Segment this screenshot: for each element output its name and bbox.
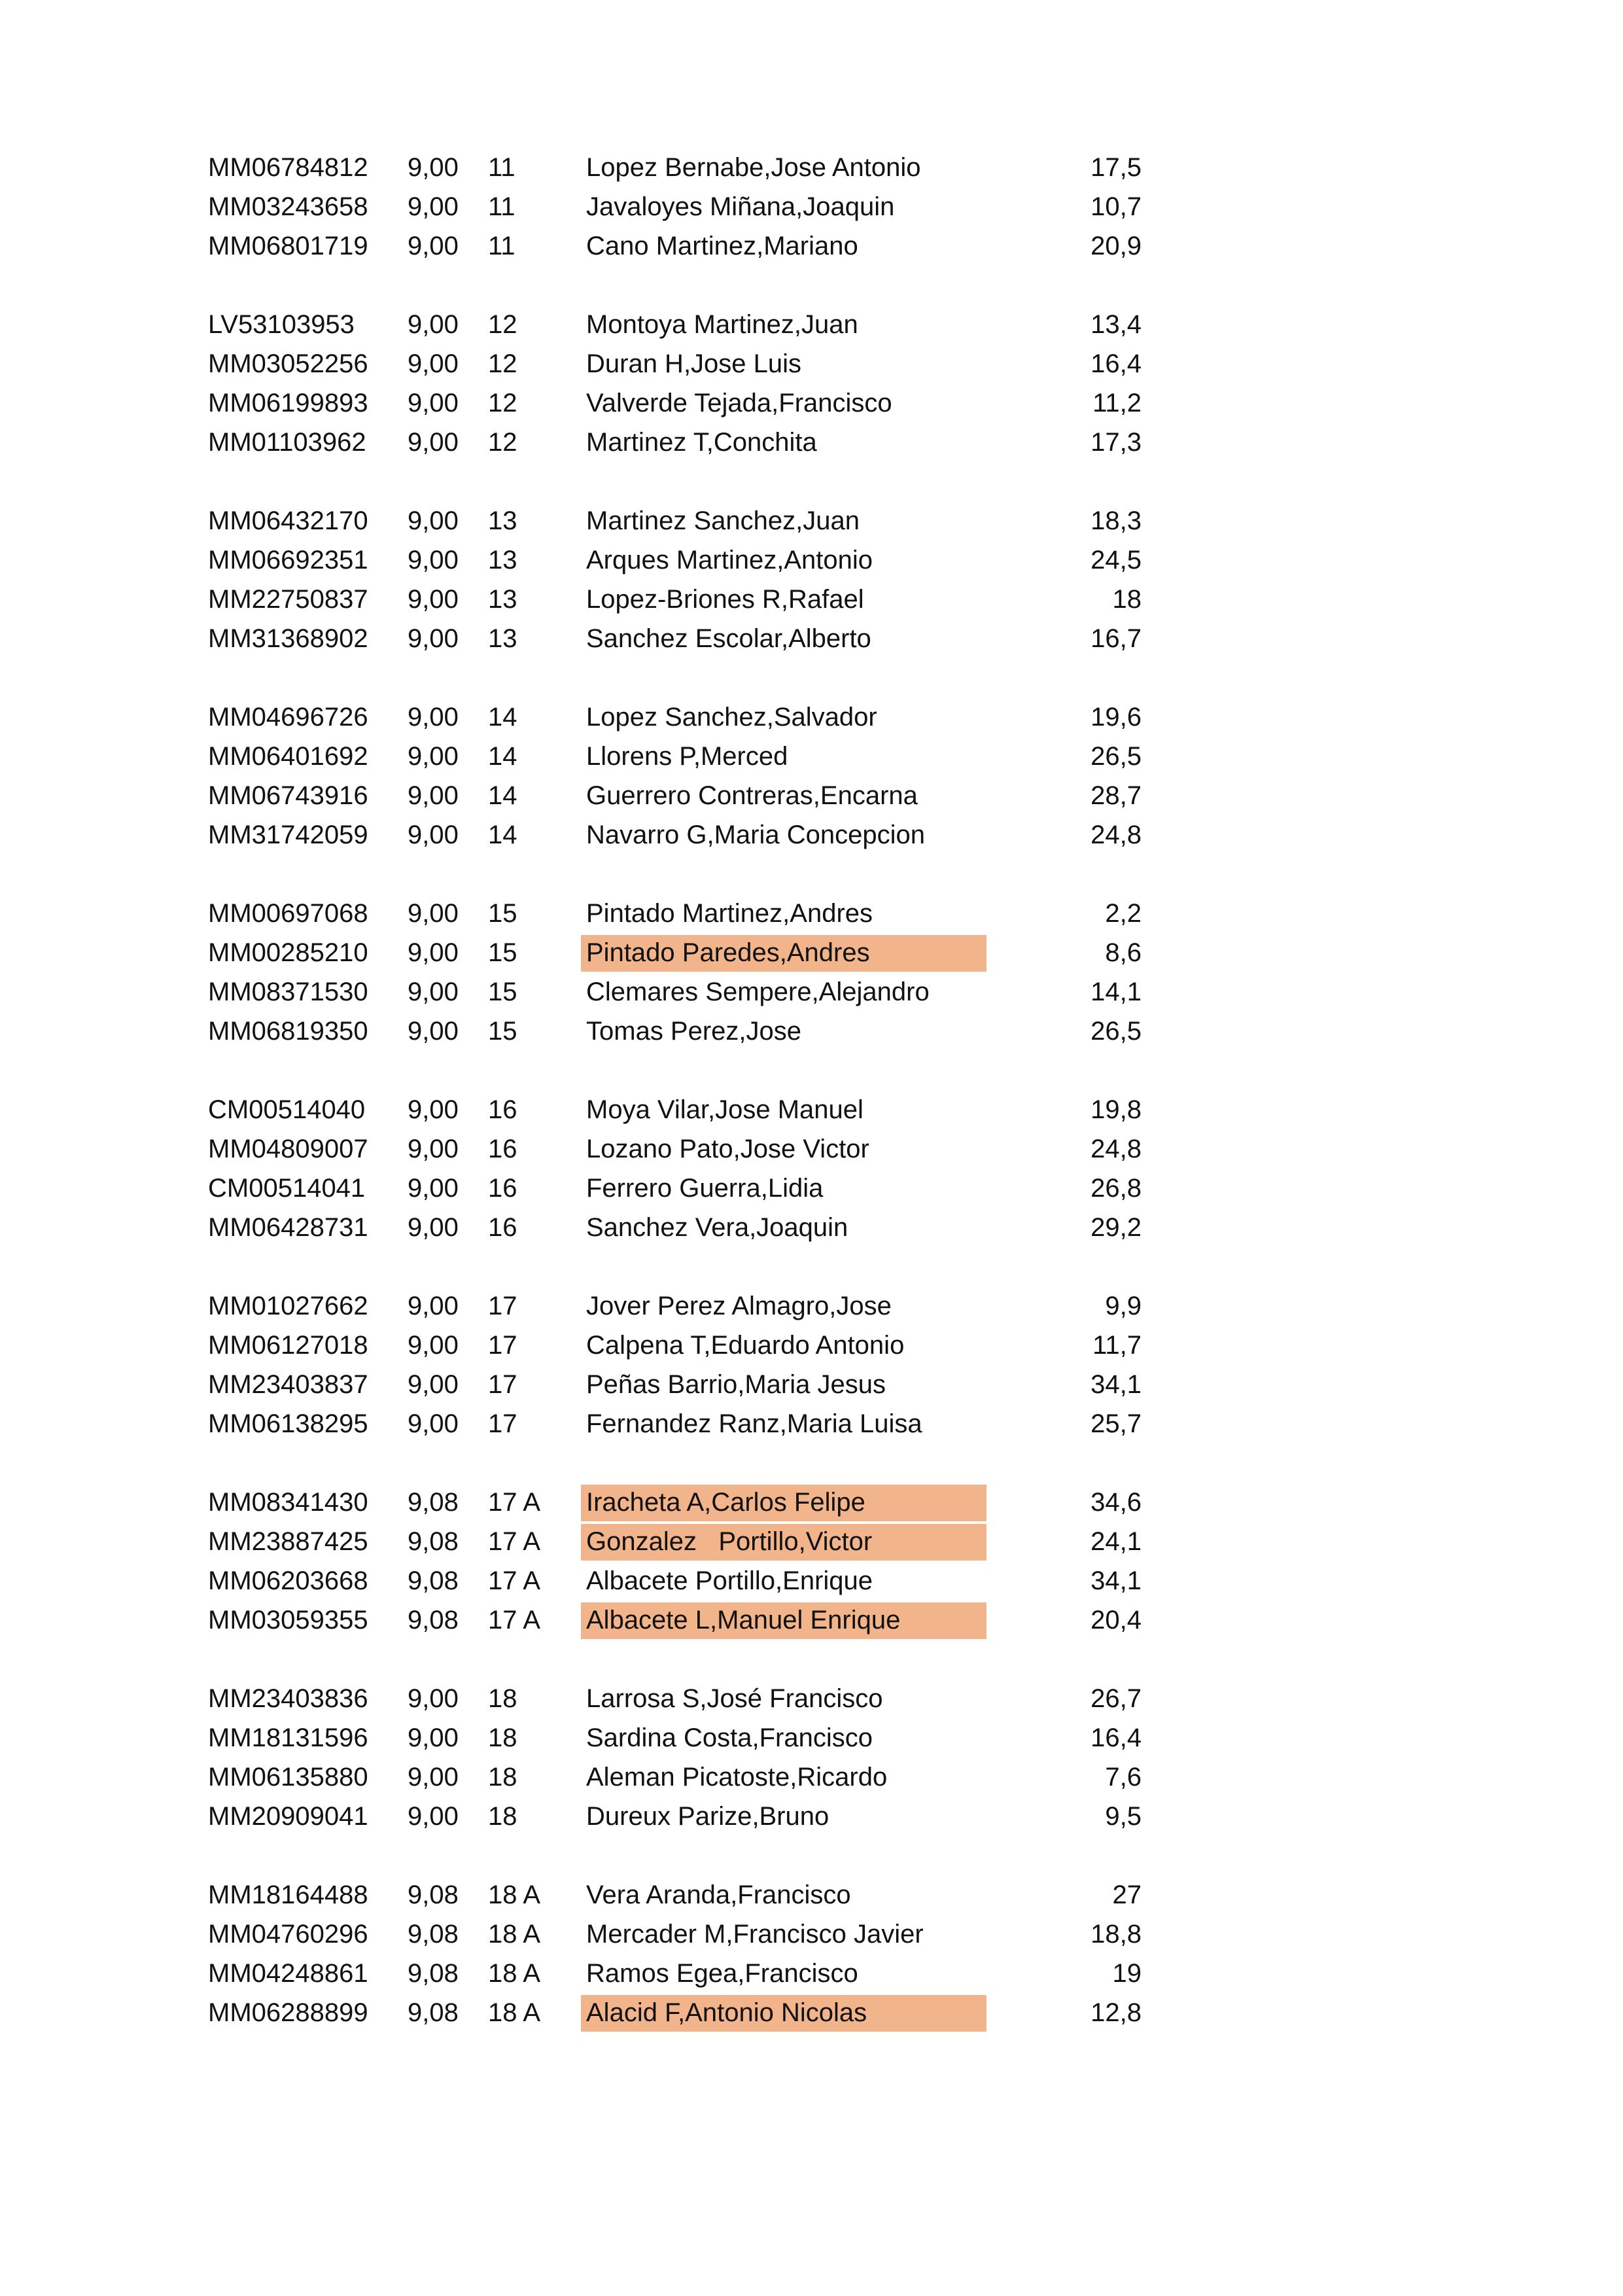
group-number-cell: 13 [488, 546, 517, 574]
person-name-cell: Larrosa S,José Francisco [586, 1684, 883, 1713]
id-code-cell: MM04809007 [208, 1135, 368, 1163]
time-cell: 9,08 [408, 1920, 459, 1949]
time-cell: 9,08 [408, 1488, 459, 1517]
value-cell: 11,7 [1092, 1331, 1142, 1360]
table-row [0, 1286, 1623, 1326]
id-code-cell: MM23887425 [208, 1527, 368, 1556]
group-number-cell: 15 [488, 1017, 517, 1046]
person-name-cell: Albacete Portillo,Enrique [586, 1566, 873, 1595]
group-number-cell: 14 [488, 781, 517, 810]
group-number-cell: 12 [488, 349, 517, 378]
group-number-cell: 17 A [488, 1527, 541, 1556]
value-cell: 18,3 [1091, 506, 1142, 535]
value-cell: 19 [1112, 1959, 1142, 1988]
value-cell: 16,7 [1091, 624, 1142, 653]
person-name-cell: Dureux Parize,Bruno [586, 1802, 829, 1831]
time-cell: 9,00 [408, 310, 459, 339]
time-cell: 9,00 [408, 1723, 459, 1752]
time-cell: 9,08 [408, 1881, 459, 1909]
person-name-cell: Jover Perez Almagro,Jose [586, 1292, 892, 1320]
value-cell: 26,5 [1091, 1017, 1142, 1046]
id-code-cell: MM06784812 [208, 153, 368, 182]
group-number-cell: 15 [488, 899, 517, 928]
person-name-cell: Lozano Pato,Jose Victor [586, 1135, 869, 1163]
person-name-cell: Navarro G,Maria Concepcion [586, 821, 925, 849]
id-code-cell: MM22750837 [208, 585, 368, 614]
row-group [0, 1483, 1623, 1640]
value-cell: 8,6 [1105, 938, 1142, 967]
group-number-cell: 11 [488, 232, 515, 260]
table-row [0, 1365, 1623, 1404]
person-name-cell: Clemares Sempere,Alejandro [586, 978, 930, 1006]
value-cell: 24,8 [1091, 1135, 1142, 1163]
value-cell: 9,5 [1105, 1802, 1142, 1831]
value-cell: 18 [1112, 585, 1142, 614]
time-cell: 9,00 [408, 703, 459, 732]
table-row [0, 383, 1623, 423]
person-name-cell: Ferrero Guerra,Lidia [586, 1174, 824, 1203]
row-group [0, 894, 1623, 1051]
value-cell: 10,7 [1091, 192, 1142, 221]
group-number-cell: 18 [488, 1763, 517, 1792]
table-row [0, 1522, 1623, 1561]
id-code-cell: MM03059355 [208, 1606, 368, 1634]
value-cell: 34,1 [1091, 1566, 1142, 1595]
group-number-cell: 13 [488, 506, 517, 535]
table-row [0, 344, 1623, 383]
table-row [0, 1718, 1623, 1757]
row-group [0, 305, 1623, 462]
person-name-cell: Duran H,Jose Luis [586, 349, 802, 378]
table-row [0, 580, 1623, 619]
group-number-cell: 15 [488, 938, 517, 967]
value-cell: 24,5 [1091, 546, 1142, 574]
value-cell: 20,4 [1091, 1606, 1142, 1634]
table-row [0, 619, 1623, 658]
table-row [0, 1915, 1623, 1954]
time-cell: 9,00 [408, 1174, 459, 1203]
time-cell: 9,00 [408, 546, 459, 574]
value-cell: 24,1 [1091, 1527, 1142, 1556]
time-cell: 9,00 [408, 153, 459, 182]
value-cell: 24,8 [1091, 821, 1142, 849]
table-row [0, 698, 1623, 737]
value-cell: 19,8 [1091, 1095, 1142, 1124]
person-name-cell: Arques Martinez,Antonio [586, 546, 873, 574]
time-cell: 9,00 [408, 1763, 459, 1792]
id-code-cell: MM31742059 [208, 821, 368, 849]
time-cell: 9,08 [408, 1527, 459, 1556]
id-code-cell: MM06819350 [208, 1017, 368, 1046]
table-row [0, 1679, 1623, 1718]
id-code-cell: MM06127018 [208, 1331, 368, 1360]
table-row [0, 1875, 1623, 1915]
value-cell: 18,8 [1091, 1920, 1142, 1949]
person-name-cell: Gonzalez Portillo,Victor [581, 1524, 986, 1561]
group-number-cell: 15 [488, 978, 517, 1006]
group-number-cell: 17 A [488, 1566, 541, 1595]
time-cell: 9,00 [408, 506, 459, 535]
id-code-cell: MM06199893 [208, 389, 368, 417]
id-code-cell: MM06288899 [208, 1998, 368, 2027]
person-name-cell: Cano Martinez,Mariano [586, 232, 858, 260]
time-cell: 9,00 [408, 1684, 459, 1713]
person-name-cell: Pintado Martinez,Andres [586, 899, 873, 928]
id-code-cell: MM08371530 [208, 978, 368, 1006]
id-code-cell: MM06203668 [208, 1566, 368, 1595]
value-cell: 16,4 [1091, 1723, 1142, 1752]
id-code-cell: MM23403836 [208, 1684, 368, 1713]
person-name-cell: Peñas Barrio,Maria Jesus [586, 1370, 886, 1399]
row-group [0, 1090, 1623, 1247]
group-number-cell: 13 [488, 624, 517, 653]
person-name-cell: Ramos Egea,Francisco [586, 1959, 858, 1988]
group-number-cell: 11 [488, 153, 515, 182]
time-cell: 9,00 [408, 585, 459, 614]
person-name-cell: Sardina Costa,Francisco [586, 1723, 873, 1752]
time-cell: 9,00 [408, 1370, 459, 1399]
value-cell: 29,2 [1091, 1213, 1142, 1242]
row-group [0, 1286, 1623, 1443]
time-cell: 9,00 [408, 192, 459, 221]
group-number-cell: 18 A [488, 1920, 541, 1949]
table-row [0, 1169, 1623, 1208]
table-row [0, 1012, 1623, 1051]
table-row [0, 226, 1623, 266]
id-code-cell: MM18131596 [208, 1723, 368, 1752]
value-cell: 26,8 [1091, 1174, 1142, 1203]
value-cell: 25,7 [1091, 1409, 1142, 1438]
time-cell: 9,08 [408, 1998, 459, 2027]
group-number-cell: 18 A [488, 1998, 541, 2027]
group-number-cell: 12 [488, 389, 517, 417]
time-cell: 9,00 [408, 742, 459, 771]
time-cell: 9,00 [408, 978, 459, 1006]
table-row [0, 423, 1623, 462]
id-code-cell: MM06432170 [208, 506, 368, 535]
time-cell: 9,00 [408, 1017, 459, 1046]
group-number-cell: 14 [488, 703, 517, 732]
person-name-cell: Lopez-Briones R,Rafael [586, 585, 864, 614]
table-row [0, 1208, 1623, 1247]
person-name-cell: Lopez Bernabe,Jose Antonio [586, 153, 921, 182]
table-row [0, 1404, 1623, 1443]
table-row [0, 933, 1623, 972]
time-cell: 9,00 [408, 232, 459, 260]
time-cell: 9,00 [408, 1135, 459, 1163]
value-cell: 12,8 [1091, 1998, 1142, 2027]
id-code-cell: LV53103953 [208, 310, 355, 339]
time-cell: 9,00 [408, 428, 459, 457]
person-name-cell: Iracheta A,Carlos Felipe [581, 1485, 986, 1521]
value-cell: 2,2 [1105, 899, 1142, 928]
value-cell: 11,2 [1092, 389, 1142, 417]
person-name-cell: Sanchez Vera,Joaquin [586, 1213, 848, 1242]
table-row [0, 1954, 1623, 1993]
table-row [0, 501, 1623, 540]
entries-table [0, 148, 1623, 2072]
row-group [0, 1875, 1623, 2032]
value-cell: 20,9 [1091, 232, 1142, 260]
group-number-cell: 18 A [488, 1959, 541, 1988]
id-code-cell: MM08341430 [208, 1488, 368, 1517]
id-code-cell: MM06135880 [208, 1763, 368, 1792]
table-row [0, 1483, 1623, 1522]
id-code-cell: MM31368902 [208, 624, 368, 653]
id-code-cell: CM00514040 [208, 1095, 366, 1124]
value-cell: 27 [1112, 1881, 1142, 1909]
value-cell: 7,6 [1105, 1763, 1142, 1792]
id-code-cell: MM01103962 [208, 428, 366, 457]
table-row [0, 972, 1623, 1012]
group-number-cell: 18 A [488, 1881, 541, 1909]
id-code-cell: MM01027662 [208, 1292, 368, 1320]
group-number-cell: 16 [488, 1135, 517, 1163]
id-code-cell: MM06428731 [208, 1213, 368, 1242]
table-row [0, 815, 1623, 855]
id-code-cell: MM06692351 [208, 546, 368, 574]
value-cell: 34,6 [1091, 1488, 1142, 1517]
person-name-cell: Montoya Martinez,Juan [586, 310, 858, 339]
id-code-cell: MM23403837 [208, 1370, 368, 1399]
group-number-cell: 12 [488, 428, 517, 457]
group-number-cell: 18 [488, 1723, 517, 1752]
value-cell: 19,6 [1091, 703, 1142, 732]
id-code-cell: MM20909041 [208, 1802, 368, 1831]
person-name-cell: Moya Vilar,Jose Manuel [586, 1095, 864, 1124]
id-code-cell: MM00697068 [208, 899, 368, 928]
time-cell: 9,00 [408, 1213, 459, 1242]
person-name-cell: Martinez Sanchez,Juan [586, 506, 860, 535]
person-name-cell: Martinez T,Conchita [586, 428, 817, 457]
group-number-cell: 17 A [488, 1488, 541, 1517]
person-name-cell: Alacid F,Antonio Nicolas [581, 1995, 986, 2032]
value-cell: 13,4 [1091, 310, 1142, 339]
value-cell: 9,9 [1105, 1292, 1142, 1320]
table-row [0, 1561, 1623, 1600]
group-number-cell: 16 [488, 1095, 517, 1124]
value-cell: 17,3 [1091, 428, 1142, 457]
time-cell: 9,08 [408, 1959, 459, 1988]
id-code-cell: MM06801719 [208, 232, 368, 260]
time-cell: 9,08 [408, 1606, 459, 1634]
table-row [0, 894, 1623, 933]
time-cell: 9,00 [408, 938, 459, 967]
table-row [0, 1993, 1623, 2032]
value-cell: 26,5 [1091, 742, 1142, 771]
person-name-cell: Guerrero Contreras,Encarna [586, 781, 918, 810]
id-code-cell: MM03243658 [208, 192, 368, 221]
id-code-cell: MM06743916 [208, 781, 368, 810]
time-cell: 9,00 [408, 349, 459, 378]
group-number-cell: 16 [488, 1213, 517, 1242]
person-name-cell: Mercader M,Francisco Javier [586, 1920, 924, 1949]
table-row [0, 148, 1623, 187]
person-name-cell: Lopez Sanchez,Salvador [586, 703, 877, 732]
person-name-cell: Aleman Picatoste,Ricardo [586, 1763, 888, 1792]
person-name-cell: Sanchez Escolar,Alberto [586, 624, 871, 653]
time-cell: 9,00 [408, 781, 459, 810]
id-code-cell: MM18164488 [208, 1881, 368, 1909]
row-group [0, 698, 1623, 855]
table-row [0, 1090, 1623, 1129]
time-cell: 9,08 [408, 1566, 459, 1595]
person-name-cell: Pintado Paredes,Andres [581, 935, 986, 972]
table-row [0, 1129, 1623, 1169]
value-cell: 16,4 [1091, 349, 1142, 378]
person-name-cell: Valverde Tejada,Francisco [586, 389, 892, 417]
value-cell: 14,1 [1091, 978, 1142, 1006]
time-cell: 9,00 [408, 1409, 459, 1438]
value-cell: 26,7 [1091, 1684, 1142, 1713]
time-cell: 9,00 [408, 1802, 459, 1831]
group-number-cell: 13 [488, 585, 517, 614]
id-code-cell: MM06401692 [208, 742, 368, 771]
time-cell: 9,00 [408, 389, 459, 417]
person-name-cell: Vera Aranda,Francisco [586, 1881, 851, 1909]
group-number-cell: 17 A [488, 1606, 541, 1634]
id-code-cell: MM06138295 [208, 1409, 368, 1438]
table-row [0, 1757, 1623, 1797]
table-row [0, 776, 1623, 815]
person-name-cell: Calpena T,Eduardo Antonio [586, 1331, 905, 1360]
time-cell: 9,00 [408, 1331, 459, 1360]
table-row [0, 1600, 1623, 1640]
id-code-cell: MM04248861 [208, 1959, 368, 1988]
person-name-cell: Llorens P,Merced [586, 742, 788, 771]
table-row [0, 737, 1623, 776]
person-name-cell: Albacete L,Manuel Enrique [581, 1602, 986, 1639]
table-row [0, 187, 1623, 226]
group-number-cell: 14 [488, 742, 517, 771]
id-code-cell: MM04696726 [208, 703, 368, 732]
group-number-cell: 16 [488, 1174, 517, 1203]
row-group [0, 1679, 1623, 1836]
table-row [0, 305, 1623, 344]
time-cell: 9,00 [408, 899, 459, 928]
value-cell: 34,1 [1091, 1370, 1142, 1399]
group-number-cell: 18 [488, 1802, 517, 1831]
group-number-cell: 17 [488, 1292, 517, 1320]
time-cell: 9,00 [408, 624, 459, 653]
table-row [0, 540, 1623, 580]
person-name-cell: Javaloyes Miñana,Joaquin [586, 192, 895, 221]
row-group [0, 148, 1623, 266]
id-code-cell: MM04760296 [208, 1920, 368, 1949]
table-row [0, 1326, 1623, 1365]
value-cell: 28,7 [1091, 781, 1142, 810]
id-code-cell: MM00285210 [208, 938, 368, 967]
group-number-cell: 11 [488, 192, 515, 221]
id-code-cell: MM03052256 [208, 349, 368, 378]
person-name-cell: Tomas Perez,Jose [586, 1017, 802, 1046]
group-number-cell: 12 [488, 310, 517, 339]
table-row [0, 1797, 1623, 1836]
person-name-cell: Fernandez Ranz,Maria Luisa [586, 1409, 922, 1438]
value-cell: 17,5 [1091, 153, 1142, 182]
id-code-cell: CM00514041 [208, 1174, 366, 1203]
row-group [0, 501, 1623, 658]
time-cell: 9,00 [408, 1095, 459, 1124]
time-cell: 9,00 [408, 821, 459, 849]
group-number-cell: 17 [488, 1370, 517, 1399]
group-number-cell: 18 [488, 1684, 517, 1713]
group-number-cell: 17 [488, 1409, 517, 1438]
time-cell: 9,00 [408, 1292, 459, 1320]
group-number-cell: 17 [488, 1331, 517, 1360]
group-number-cell: 14 [488, 821, 517, 849]
